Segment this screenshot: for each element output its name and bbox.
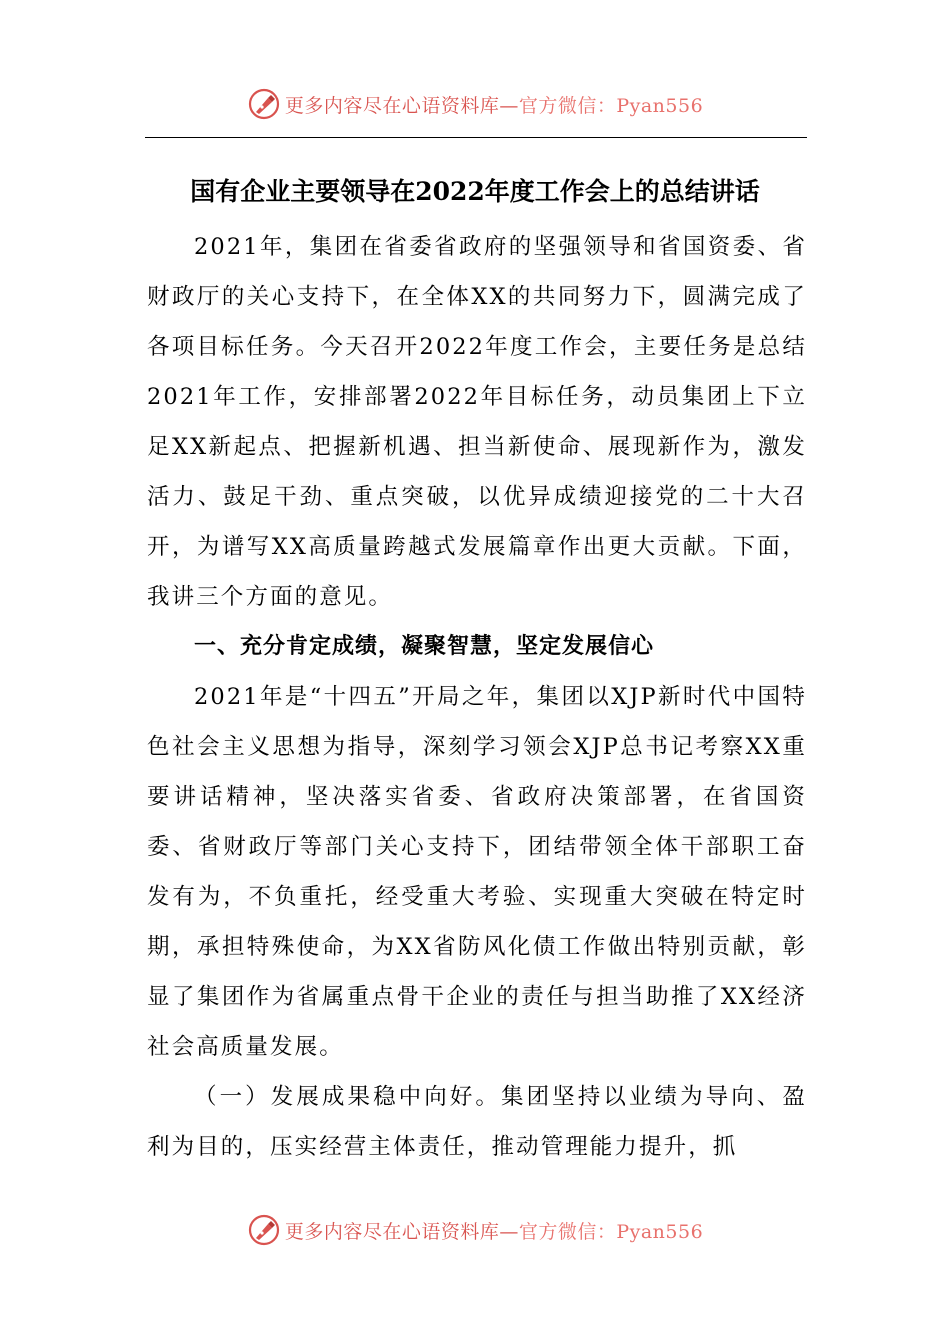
header-wechat-text: 官方微信：Pyan556 (518, 94, 704, 117)
section-heading-1: 一、充分肯定成绩，凝聚智慧，坚定发展信心 (194, 634, 655, 659)
header-banner (0, 84, 950, 124)
header-divider (145, 137, 807, 138)
header-banner-text: 更多内容尽在心语资料库—官方微信：Pyan556 (284, 94, 704, 117)
pen-nib-logo-icon (247, 87, 281, 121)
footer-banner (0, 1210, 950, 1250)
footer-banner-text: 更多内容尽在心语资料库—官方微信：Pyan556 (284, 1220, 704, 1243)
footer-wechat-text: 官方微信：Pyan556 (518, 1220, 704, 1243)
document-title: 国有企业主要领导在2022年度工作会上的总结讲话 (190, 177, 760, 206)
document-body (147, 222, 807, 1172)
body-paragraph-2: 2021年是“十四五”开局之年，集团以XJP新时代中国特色社会主义思想为指导，深刻学习领会XJP总书记考察XX重要讲话精神，坚决落实省委、省政府决策部署，在省国资委、省财政厅等部门关心支持下，团结带领全体干部职工奋发有为，不负重托，经受重大考验、实现重大突破在特定时期，承担特殊使命，为XX省防风化债工作做出特别贡献，彰显了集团作为省属重点骨干企业的责任与担当助推了XX经济社会高质量发展。 (147, 684, 807, 1060)
body-paragraph-3: （一）发展成果稳中向好。集团坚持以业绩为导向、盈利为目的，压实经营主体责任，推动管理能力提升，抓 (147, 1084, 807, 1160)
body-paragraph-1: 2021年，集团在省委省政府的坚强领导和省国资委、省财政厅的关心支持下，在全体XX的共同努力下，圆满完成了各项目标任务。今天召开2022年度工作会，主要任务是总结2021年工作，安排部署2022年目标任务，动员集团上下立足XX新起点、把握新机遇、担当新使命、展现新作为，激发活力、鼓足干劲、重点突破，以优异成绩迎接党的二十大召开，为谱写XX高质量跨越式发展篇章作出更大贡献。下面，我讲三个方面的意见。 (147, 234, 807, 610)
pen-nib-logo-icon (247, 1213, 281, 1247)
